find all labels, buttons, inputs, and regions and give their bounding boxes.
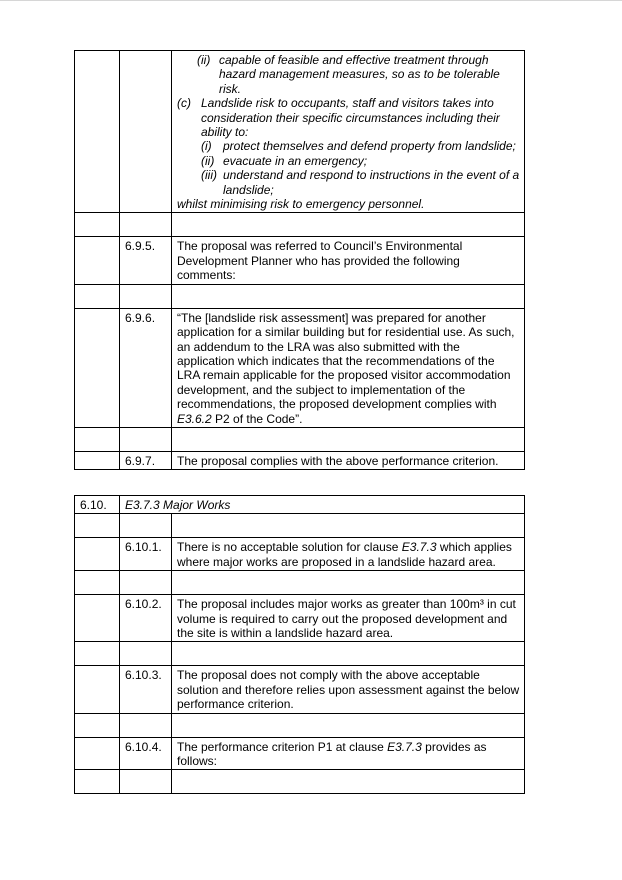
- paragraph-text-end: provides as follows:: [177, 739, 487, 769]
- spacer-row: [75, 713, 525, 737]
- criteria-continuation: [172, 51, 525, 213]
- criteria-item-marker: (i): [201, 139, 212, 154]
- section-title: E3.7.3 Major Works: [120, 496, 525, 514]
- quote-text: “The [landslide risk assessment] was prepared for another application for a similar building but for residential use. As such, an addendum to the LRA was also submitted with the application which indicates that the recommendations of the LRA remain applicable for the proposed visitor accommodation development, and the subject to implementation of the recommendations, the proposed development complies with: [177, 310, 515, 412]
- section-heading-row: [75, 496, 525, 514]
- criteria-item-marker: (iii): [201, 168, 217, 183]
- spacer-row: [75, 284, 525, 308]
- criteria-item-text: evacuate in an emergency;: [223, 153, 368, 168]
- criteria-item-marker: (ii): [201, 153, 215, 168]
- paragraph-text: The proposal includes major works as greater than 100m³ in cut volume is required to carry out the proposed development and the site is within a landslide hazard area.: [172, 595, 525, 642]
- criteria-item: [201, 154, 520, 168]
- paragraph-number: 6.10.3.: [120, 666, 172, 713]
- clause-reference: E3.7.3: [387, 739, 422, 754]
- table-row: [75, 237, 525, 284]
- criteria-closing: whilst minimising risk to emergency personnel.: [177, 197, 425, 212]
- criteria-item: [201, 139, 520, 153]
- criteria-item-text: capable of feasible and effective treatment through hazard management measures, so as to be tolerable risk.: [219, 53, 500, 96]
- page-top-rule: [0, 0, 622, 1]
- paragraph-number: 6.10.2.: [120, 595, 172, 642]
- paragraph-text: [172, 538, 525, 571]
- criteria-item-marker: (ii): [197, 53, 211, 67]
- paragraph-number: 6.10.1.: [120, 538, 172, 571]
- table-row: [75, 595, 525, 642]
- paragraph-number: 6.10.4.: [120, 737, 172, 770]
- spacer-row: [75, 427, 525, 451]
- paragraph-text: The proposal complies with the above performance criterion.: [172, 451, 525, 469]
- spacer-row: [75, 213, 525, 237]
- paragraph-text: The proposal does not comply with the above acceptable solution and therefore relies upon assessment against the below performance criterion.: [172, 666, 525, 713]
- assessment-table-6-9: [74, 50, 525, 470]
- paragraph-text-end: which applies where major works are proposed in a landslide hazard area.: [177, 540, 512, 569]
- paragraph-text-start: The performance criterion P1 at clause: [177, 739, 388, 754]
- section-number: 6.10.: [75, 496, 120, 514]
- paragraph-text: [172, 308, 525, 427]
- spacer-row: [75, 642, 525, 666]
- spacer-row: [75, 571, 525, 595]
- quote-text-end: P2 of the Code”.: [211, 411, 303, 426]
- spacer-row: [75, 770, 525, 794]
- table-row: [75, 538, 525, 571]
- paragraph-text-start: There is no acceptable solution for clause: [177, 540, 402, 555]
- table-row: [75, 666, 525, 713]
- clause-reference: E3.6.2: [177, 411, 212, 426]
- criteria-item: [201, 168, 520, 197]
- table-row: [75, 737, 525, 770]
- spacer-row: [75, 514, 525, 538]
- criteria-item-text: understand and respond to instructions in the event of a landslide;: [223, 168, 520, 197]
- clause-reference: E3.7.3: [401, 540, 437, 555]
- paragraph-number: 6.9.7.: [120, 451, 172, 469]
- paragraph-text: The proposal was referred to Council’s Environmental Development Planner who has provided the following comments:: [172, 237, 525, 284]
- table-row: [75, 308, 525, 427]
- criteria-item: [197, 53, 520, 96]
- paragraph-number: 6.9.6.: [120, 308, 172, 427]
- table-row: [75, 51, 525, 213]
- table-row: [75, 451, 525, 469]
- criteria-item-text: protect themselves and defend property from landslide;: [223, 139, 516, 154]
- paragraph-number: 6.9.5.: [120, 237, 172, 284]
- clause-marker: (c): [177, 96, 191, 111]
- paragraph-text: [172, 737, 525, 770]
- assessment-table-6-10: [74, 495, 525, 794]
- criteria-clause-c: [177, 96, 520, 197]
- clause-text: Landslide risk to occupants, staff and visitors takes into consideration their specific circumstances including their ability to:: [201, 96, 500, 140]
